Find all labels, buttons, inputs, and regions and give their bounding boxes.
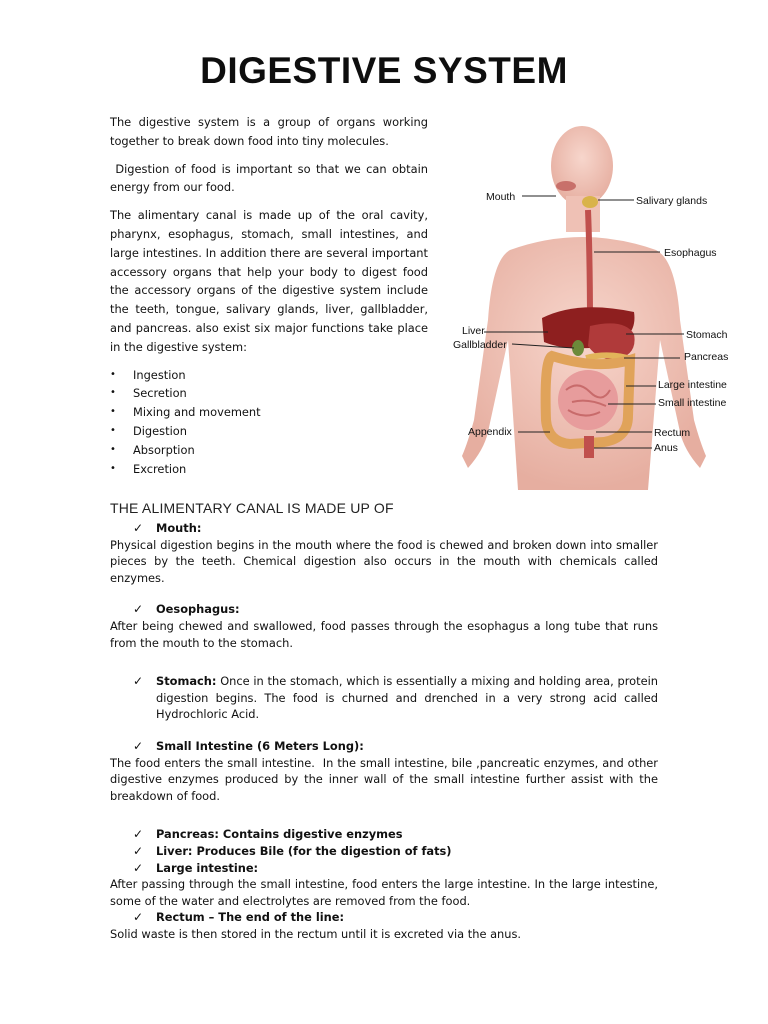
- salivary-glands-shape: [582, 196, 598, 208]
- stomach-item: [110, 673, 662, 723]
- intro-paragraph-2: Digestion of food is important so that we can obtain energy from our food.: [110, 161, 432, 195]
- label-appendix: Appendix: [468, 426, 512, 438]
- list-item: • Excretion: [110, 460, 428, 479]
- page-title: DIGESTIVE SYSTEM: [200, 50, 568, 91]
- large-intestine-heading-label: Large intestine:: [156, 860, 259, 875]
- list-item: • Absorption: [110, 441, 428, 460]
- digestive-system-illustration: [438, 120, 738, 490]
- rectum-heading-label: Rectum – The end of the line:: [156, 910, 345, 925]
- list-item: • Ingestion: [110, 366, 428, 385]
- stomach-heading-label: Stomach:: [156, 674, 217, 689]
- intro-paragraph-3: The alimentary canal is made up of the oral cavity, pharynx, esophagus, stomach, small intestines, and large intestines. In addition there are several important accessory organs that help your body to digest food the accessory organs of the digestive system include the teeth, tongue, salivary glands, liver, gallbladder, and pancreas. also exist six major functions take place in the digestive system:: [110, 208, 428, 354]
- label-pancreas: Pancreas: [684, 351, 729, 363]
- label-salivary-glands: Salivary glands: [636, 195, 708, 207]
- section-heading: THE ALIMENTARY CANAL IS MADE UP OF: [110, 500, 394, 516]
- liver-line: [110, 843, 658, 860]
- large-intestine-heading: [110, 860, 658, 877]
- pancreas-line-label: Pancreas: Contains digestive enzymes: [156, 827, 403, 842]
- rectum-heading: [110, 909, 658, 926]
- large-intestine-paragraph: After passing through the small intestine, food enters the large intestine. In the large intestine, some of the water and electrolytes are removed from the food.: [110, 877, 658, 908]
- mouth-heading: [110, 520, 658, 537]
- label-small-intestine: Small intestine: [658, 397, 727, 409]
- rectum-shape: [584, 436, 594, 458]
- alimentary-canal-section: [110, 520, 662, 942]
- pancreas-line: [110, 826, 658, 843]
- intro-paragraph-1: The digestive system is a group of organs working together to break down food into tiny molecules.: [110, 115, 428, 148]
- oesophagus-heading: [110, 601, 658, 618]
- stomach-text: Once in the stomach, which is essentially a mixing and holding area, protein digestion begins. The food is churned and drenched in a very strong acid called Hydrochloric Acid.: [156, 674, 662, 722]
- label-stomach: Stomach: [686, 329, 728, 341]
- label-liver: Liver: [462, 325, 485, 337]
- list-item: • Digestion: [110, 422, 428, 441]
- label-large-intestine: Large intestine: [658, 379, 727, 391]
- mouth-heading-label: Mouth:: [156, 521, 202, 535]
- mouth-paragraph: Physical digestion begins in the mouth where the food is chewed and broken down into smaller pieces by the teeth. Chemical digestion also occurs in the mouth with chemicals called enzymes.: [110, 537, 658, 585]
- label-anus: Anus: [654, 442, 678, 454]
- mouth-shape: [556, 181, 576, 191]
- list-item: • Mixing and movement: [110, 403, 428, 422]
- small-intestine-paragraph: The food enters the small intestine. In the small intestine, bile ,pancreatic enzymes, and other digestive enzymes produced by the inner wall of the small intestine further assist with the breakdown of food.: [110, 755, 662, 803]
- intro-column: [110, 113, 432, 479]
- oesophagus-heading-label: Oesophagus:: [156, 602, 240, 617]
- anatomy-diagram: [438, 120, 738, 490]
- label-esophagus: Esophagus: [664, 247, 717, 259]
- small-intestine-heading: [110, 738, 658, 755]
- label-gallbladder: Gallbladder: [453, 339, 507, 351]
- oesophagus-paragraph: After being chewed and swallowed, food passes through the esophagus a long tube that runs from the mouth to the stomach.: [110, 618, 658, 650]
- liver-line-label: Liver: Produces Bile (for the digestion of fats): [156, 843, 452, 858]
- rectum-paragraph: Solid waste is then stored in the rectum until it is excreted via the anus.: [110, 926, 522, 941]
- label-rectum: Rectum: [654, 427, 691, 439]
- functions-list: [110, 366, 428, 479]
- list-item: • Secretion: [110, 384, 428, 403]
- label-mouth: Mouth: [486, 191, 516, 203]
- small-intestine-heading-label: Small Intestine (6 Meters Long):: [156, 738, 364, 753]
